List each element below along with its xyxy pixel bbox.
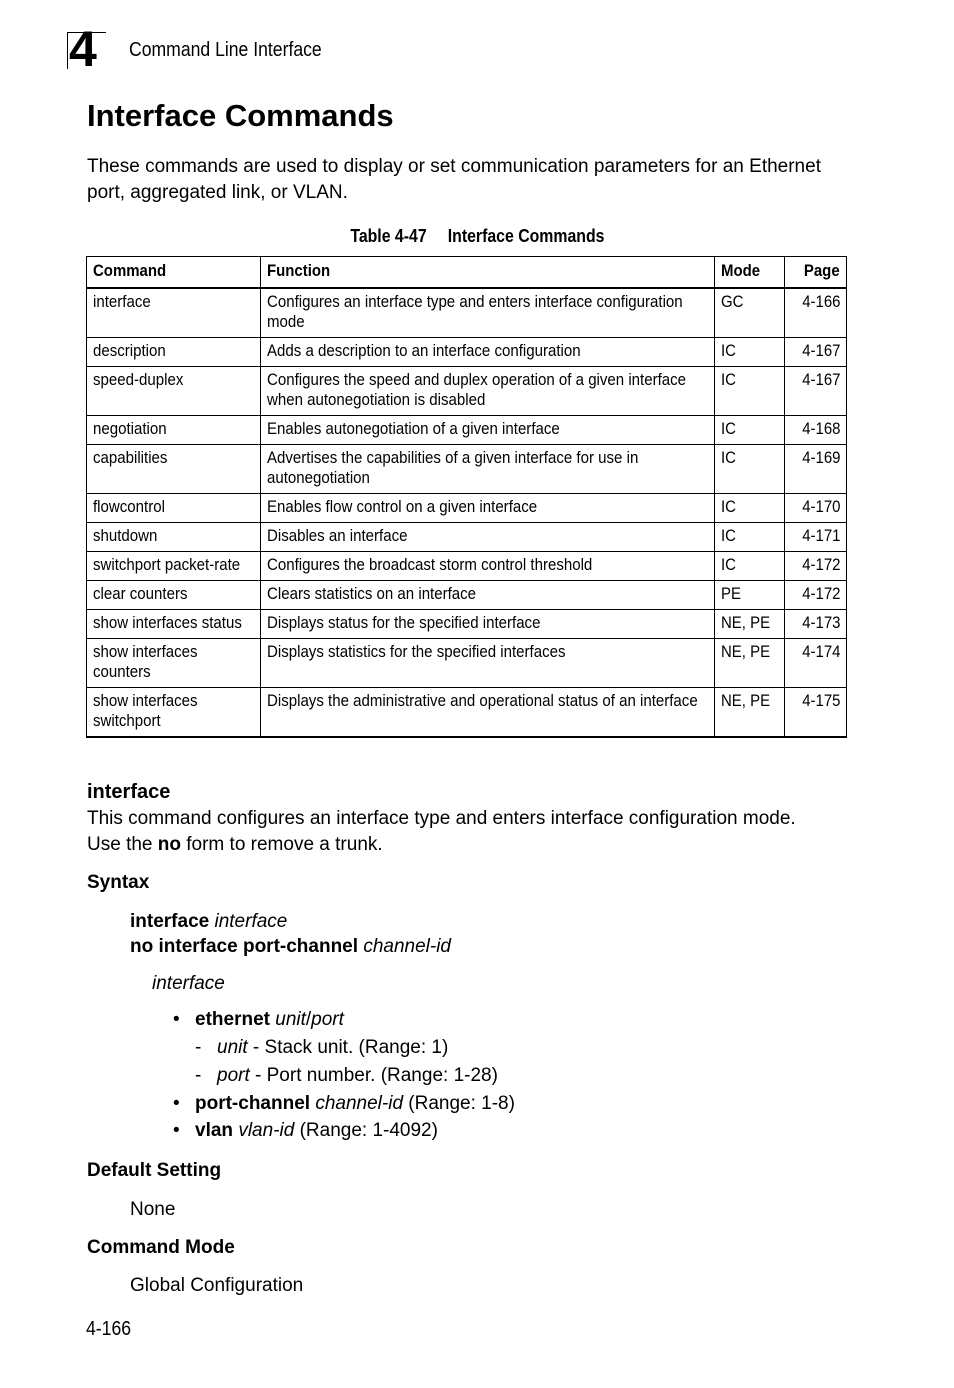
header-command: Command xyxy=(87,257,261,289)
table-row xyxy=(87,445,847,494)
default-setting-value: None xyxy=(130,1199,176,1220)
cell-function: Configures the speed and duplex operation of a given interface when autonegotiation is disabled xyxy=(260,367,714,416)
cell-command: interface xyxy=(87,288,261,338)
parameter-name: interface xyxy=(152,973,225,994)
cell-command: description xyxy=(87,338,261,367)
cell-page: 4-169 xyxy=(784,445,846,494)
option-vlan: • vlan vlan-id (Range: 1-4092) xyxy=(173,1120,438,1141)
cell-page: 4-172 xyxy=(784,581,846,610)
header-mode: Mode xyxy=(715,257,785,289)
page-number: 4-166 xyxy=(86,1318,132,1340)
description-use: Use the xyxy=(87,834,158,855)
cell-command: show interfaces counters xyxy=(87,639,261,688)
syntax-line-2 xyxy=(130,934,451,960)
option-port-channel: • port-channel channel-id (Range: 1-8) xyxy=(173,1093,515,1114)
sub-option-unit: - unit - Stack unit. (Range: 1) xyxy=(195,1037,449,1058)
cell-command: switchport packet-rate xyxy=(87,552,261,581)
description-rest: form to remove a trunk. xyxy=(180,834,383,855)
cell-command: capabilities xyxy=(87,445,261,494)
cell-function: Adds a description to an interface configuration xyxy=(260,338,714,367)
cell-function: Displays statistics for the specified interfaces xyxy=(260,639,714,688)
command-mode-heading: Command Mode xyxy=(87,1237,235,1258)
syntax-command: interface xyxy=(130,911,210,932)
no-keyword: no xyxy=(157,834,181,855)
command-mode-value: Global Configuration xyxy=(130,1275,304,1296)
table-caption-number: Table 4-47 xyxy=(349,226,427,246)
cell-mode: NE, PE xyxy=(715,639,785,688)
table-row xyxy=(87,639,847,688)
table-row xyxy=(87,416,847,445)
table-row xyxy=(87,288,847,338)
table-row xyxy=(87,494,847,523)
table-caption xyxy=(0,226,954,247)
cell-mode: NE, PE xyxy=(715,610,785,639)
option-ethernet: • ethernet unit/port xyxy=(173,1009,344,1030)
cell-mode: IC xyxy=(715,523,785,552)
description-line: This command configures an interface type and enters interface configuration mode. xyxy=(87,808,796,829)
cell-command: clear counters xyxy=(87,581,261,610)
syntax-line-1 xyxy=(130,909,287,935)
cell-mode: NE, PE xyxy=(715,688,785,738)
cell-command: speed-duplex xyxy=(87,367,261,416)
commands-table xyxy=(86,256,847,738)
cell-function: Clears statistics on an interface xyxy=(260,581,714,610)
cell-page: 4-172 xyxy=(784,552,846,581)
cell-mode: IC xyxy=(715,445,785,494)
cell-function: Configures an interface type and enters interface configuration mode xyxy=(260,288,714,338)
chapter-number: 4 xyxy=(69,21,95,77)
cell-mode: IC xyxy=(715,416,785,445)
intro-paragraph: These commands are used to display or set communication parameters for an Ethernet port, aggregated link, or VLAN. xyxy=(87,156,821,203)
cell-page: 4-168 xyxy=(784,416,846,445)
cell-function: Enables autonegotiation of a given interface xyxy=(260,416,714,445)
table-row xyxy=(87,338,847,367)
table-row xyxy=(87,688,847,738)
cell-mode: IC xyxy=(715,552,785,581)
cell-mode: IC xyxy=(715,367,785,416)
cell-function: Advertises the capabilities of a given interface for use in autonegotiation xyxy=(260,445,714,494)
cell-function: Configures the broadcast storm control threshold xyxy=(260,552,714,581)
cell-page: 4-173 xyxy=(784,610,846,639)
cell-command: show interfaces switchport xyxy=(87,688,261,738)
cell-mode: PE xyxy=(715,581,785,610)
cell-command: shutdown xyxy=(87,523,261,552)
cell-command: negotiation xyxy=(87,416,261,445)
cell-page: 4-175 xyxy=(784,688,846,738)
table-row xyxy=(87,552,847,581)
table-row xyxy=(87,581,847,610)
running-title: Command Line Interface xyxy=(129,39,322,61)
syntax-heading: Syntax xyxy=(87,872,150,893)
sub-option-port: - port - Port number. (Range: 1-28) xyxy=(195,1065,498,1086)
syntax-no-command: no interface port-channel xyxy=(130,936,359,957)
cell-mode: GC xyxy=(715,288,785,338)
cell-command: flowcontrol xyxy=(87,494,261,523)
header-page: Page xyxy=(784,257,846,289)
cell-page: 4-167 xyxy=(784,367,846,416)
cell-page: 4-166 xyxy=(784,288,846,338)
cell-function: Disables an interface xyxy=(260,523,714,552)
table-row xyxy=(87,367,847,416)
default-setting-heading: Default Setting xyxy=(87,1160,222,1181)
section-title: interface xyxy=(87,781,171,803)
syntax-argument: interface xyxy=(214,911,288,932)
cell-command: show interfaces status xyxy=(87,610,261,639)
syntax-channel-argument: channel-id xyxy=(363,936,451,957)
table-row xyxy=(87,610,847,639)
cell-page: 4-171 xyxy=(784,523,846,552)
table-row xyxy=(87,523,847,552)
cell-function: Enables flow control on a given interface xyxy=(260,494,714,523)
header-function: Function xyxy=(260,257,714,289)
cell-page: 4-167 xyxy=(784,338,846,367)
table-header-row xyxy=(87,257,847,289)
page-title: Interface Commands xyxy=(87,98,394,133)
cell-mode: IC xyxy=(715,494,785,523)
section-description xyxy=(87,806,867,858)
cell-mode: IC xyxy=(715,338,785,367)
cell-function: Displays status for the specified interface xyxy=(260,610,714,639)
cell-page: 4-170 xyxy=(784,494,846,523)
cell-page: 4-174 xyxy=(784,639,846,688)
cell-function: Displays the administrative and operational status of an interface xyxy=(260,688,714,738)
table-caption-title: Interface Commands xyxy=(447,226,605,246)
